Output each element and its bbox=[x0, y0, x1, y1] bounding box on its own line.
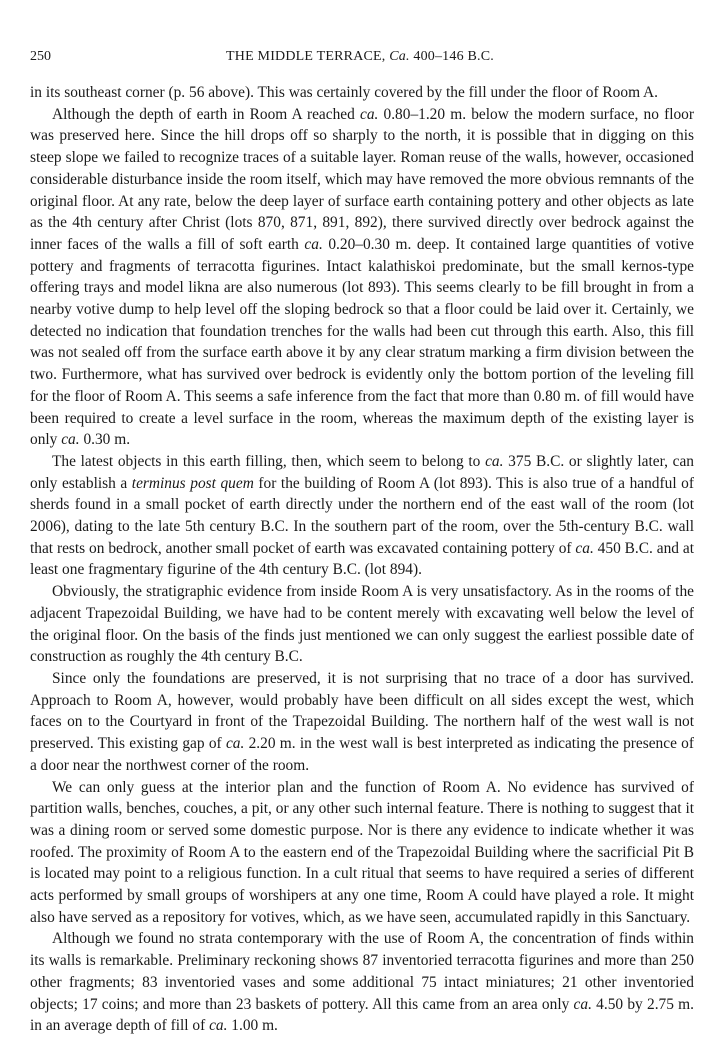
text-run: The latest objects in this earth filling, then, which seem to belong to bbox=[52, 452, 486, 470]
paragraph bbox=[30, 581, 694, 668]
small-caps-text: B.C. bbox=[624, 539, 653, 557]
italic-text: ca. bbox=[209, 1017, 228, 1035]
text-run: and at least one fragmentary figurine of the 4th century bbox=[30, 539, 694, 579]
paragraph bbox=[30, 104, 694, 451]
text-run: in its southeast corner (p. 56 above). This was certainly covered by the fill under the floor of Room A. bbox=[30, 84, 659, 101]
text-run: Although we found no strata contemporary with the use of Room A, the concentration of finds within its walls is remarkable. Preliminary reckoning shows 87 inventoried terracotta figurines and more than 250 other fragments; 83 inventoried vases and some additional 75 intact miniatures; 21 other inventoried objects; 17 coins; and more than 23 baskets of pottery. All this came from an area only bbox=[30, 930, 694, 1013]
italic-text: ca. bbox=[304, 235, 323, 253]
text-run: wall that rests on bedrock, another small pocket of earth was excavated containing pottery of bbox=[30, 518, 694, 557]
text-run: 0.20–0.30 m. deep. It contained large quantities of votive pottery and fragments of terracotta figurines. Intact kalathiskoi predominate, but the small kernos-type offering trays and model likna are also numerous (lot 893). This seems clearly to be fill brought in from a nearby votive dump to help level off the sloping bedrock so that a floor could be laid over it. Certainly, we detected no indication that foundation trenches for the walls had been cut through this earth. Also, this fill was not sealed off from the surface earth above it by any clear stratum marking a firm division between the two. Furthermore, what has survived over bedrock is evidently only the bottom portion of the leveling fill for the floor of Room A. This seems a safe inference from the fact that more than 0.80 m. of fill would have been required to create a level surface in the room, whereas the maximum depth of the existing layer is only bbox=[30, 235, 694, 449]
head-title-ca: Ca. bbox=[389, 49, 410, 64]
italic-text: terminus post quem bbox=[131, 474, 254, 492]
page-number: 250 bbox=[30, 49, 51, 64]
text-run: Obviously, the stratigraphic evidence from inside Room A is very unsatisfactory. As in the rooms of the adjacent Trapezoidal Building, we have had to be content merely with excavating well below the level of the original floor. On the basis of the finds just mentioned we can only suggest the earliest possible date of construction as roughly the 4th century bbox=[30, 583, 694, 666]
text-run: 4.50 by 2.75 m. in an average depth of fill of bbox=[30, 995, 695, 1035]
text-run: 2.20 m. in the west wall is best interpreted as indicating the presence of a door near the northwest corner of the room. bbox=[30, 735, 695, 774]
italic-text: ca. bbox=[61, 431, 80, 449]
text-run: In the southern part of the room, over the 5th-century bbox=[288, 518, 635, 536]
running-head bbox=[30, 46, 690, 68]
text-run: Since only the foundations are preserved, it is not surprising that no trace of a door has survived. Approach to Room A, however, would probably have been difficult on all sides except the west, which faces on to the Courtyard in front of the Trapezoidal Building. The northern half of the west wall is not preserved. This existing gap of bbox=[30, 669, 694, 753]
italic-text: ca. bbox=[359, 105, 379, 123]
small-caps-text: B.C. bbox=[274, 648, 303, 666]
text-run: 450 bbox=[593, 539, 625, 557]
body-text bbox=[30, 82, 694, 1037]
small-caps-text: B.C. bbox=[260, 518, 289, 536]
text-run: 0.30 m. bbox=[79, 431, 131, 449]
text-run: 1.00 m. bbox=[227, 1017, 278, 1035]
small-caps-text: B.C. bbox=[332, 561, 361, 579]
paragraph bbox=[30, 82, 694, 104]
running-head-title bbox=[30, 46, 690, 68]
text-run: for the building of Room A (lot 893). This is also true of a handful of sherds found in a small pocket of earth directly under the northern end of the east wall of the room (lot 2006), dating to the late 5th century bbox=[30, 474, 694, 536]
head-title-prefix: THE MIDDLE TERRACE, bbox=[226, 49, 390, 64]
text-run: 0.80–1.20 m. below the modern surface, no floor was preserved here. Since the hill drops off so sharply to the north, it is possible that in digging on this steep slope we failed to recognize traces of a suitable layer. Roman reuse of the walls, however, occasioned considerable disturbance inside the room itself, which may have removed the more obvious remnants of the original floor. At any rate, below the deep layer of surface earth containing pottery and other objects as late as the 4th century after Christ (lots 870, 871, 891, 892), there survived directly over bedrock against the inner faces of the walls a fill of soft earth bbox=[30, 105, 694, 253]
italic-text: ca. bbox=[575, 539, 594, 557]
text-run: We can only guess at the interior plan and the function of Room A. No evidence has survived of partition walls, benches, couches, a pit, or any other such internal feature. There is nothing to suggest that it was a dining room or served some domestic purpose. Nor is there any evidence to indicate whether it was roofed. The proximity of Room A to the eastern end of the Trapezoidal Building where the sacrificial Pit B is located may point to a religious function. In a cult ritual that seems to have required a series of different acts performed by small groups of worshipers at any one time, Room A could have played a role. It might also have served as a repository for votives, which, as we have seen, accumulated rapidly in this Sanctuary. bbox=[30, 778, 694, 926]
paragraph bbox=[30, 451, 694, 581]
paragraph bbox=[30, 668, 694, 777]
paragraph bbox=[30, 777, 694, 929]
text-run: Although the depth of earth in Room A reached bbox=[52, 105, 360, 123]
head-title-bc: B.C. bbox=[467, 49, 494, 64]
italic-text: ca. bbox=[485, 452, 504, 470]
text-run: (lot 894). bbox=[360, 561, 422, 579]
italic-text: ca. bbox=[225, 735, 245, 753]
small-caps-text: B.C. bbox=[634, 518, 663, 536]
text-run: or slightly later, can only establish a bbox=[30, 452, 694, 492]
head-title-dates: 400–146 bbox=[409, 49, 468, 64]
italic-text: ca. bbox=[573, 995, 592, 1013]
paragraph bbox=[30, 928, 694, 1037]
small-caps-text: B.C. bbox=[535, 452, 565, 470]
text-run: 375 bbox=[503, 452, 536, 470]
